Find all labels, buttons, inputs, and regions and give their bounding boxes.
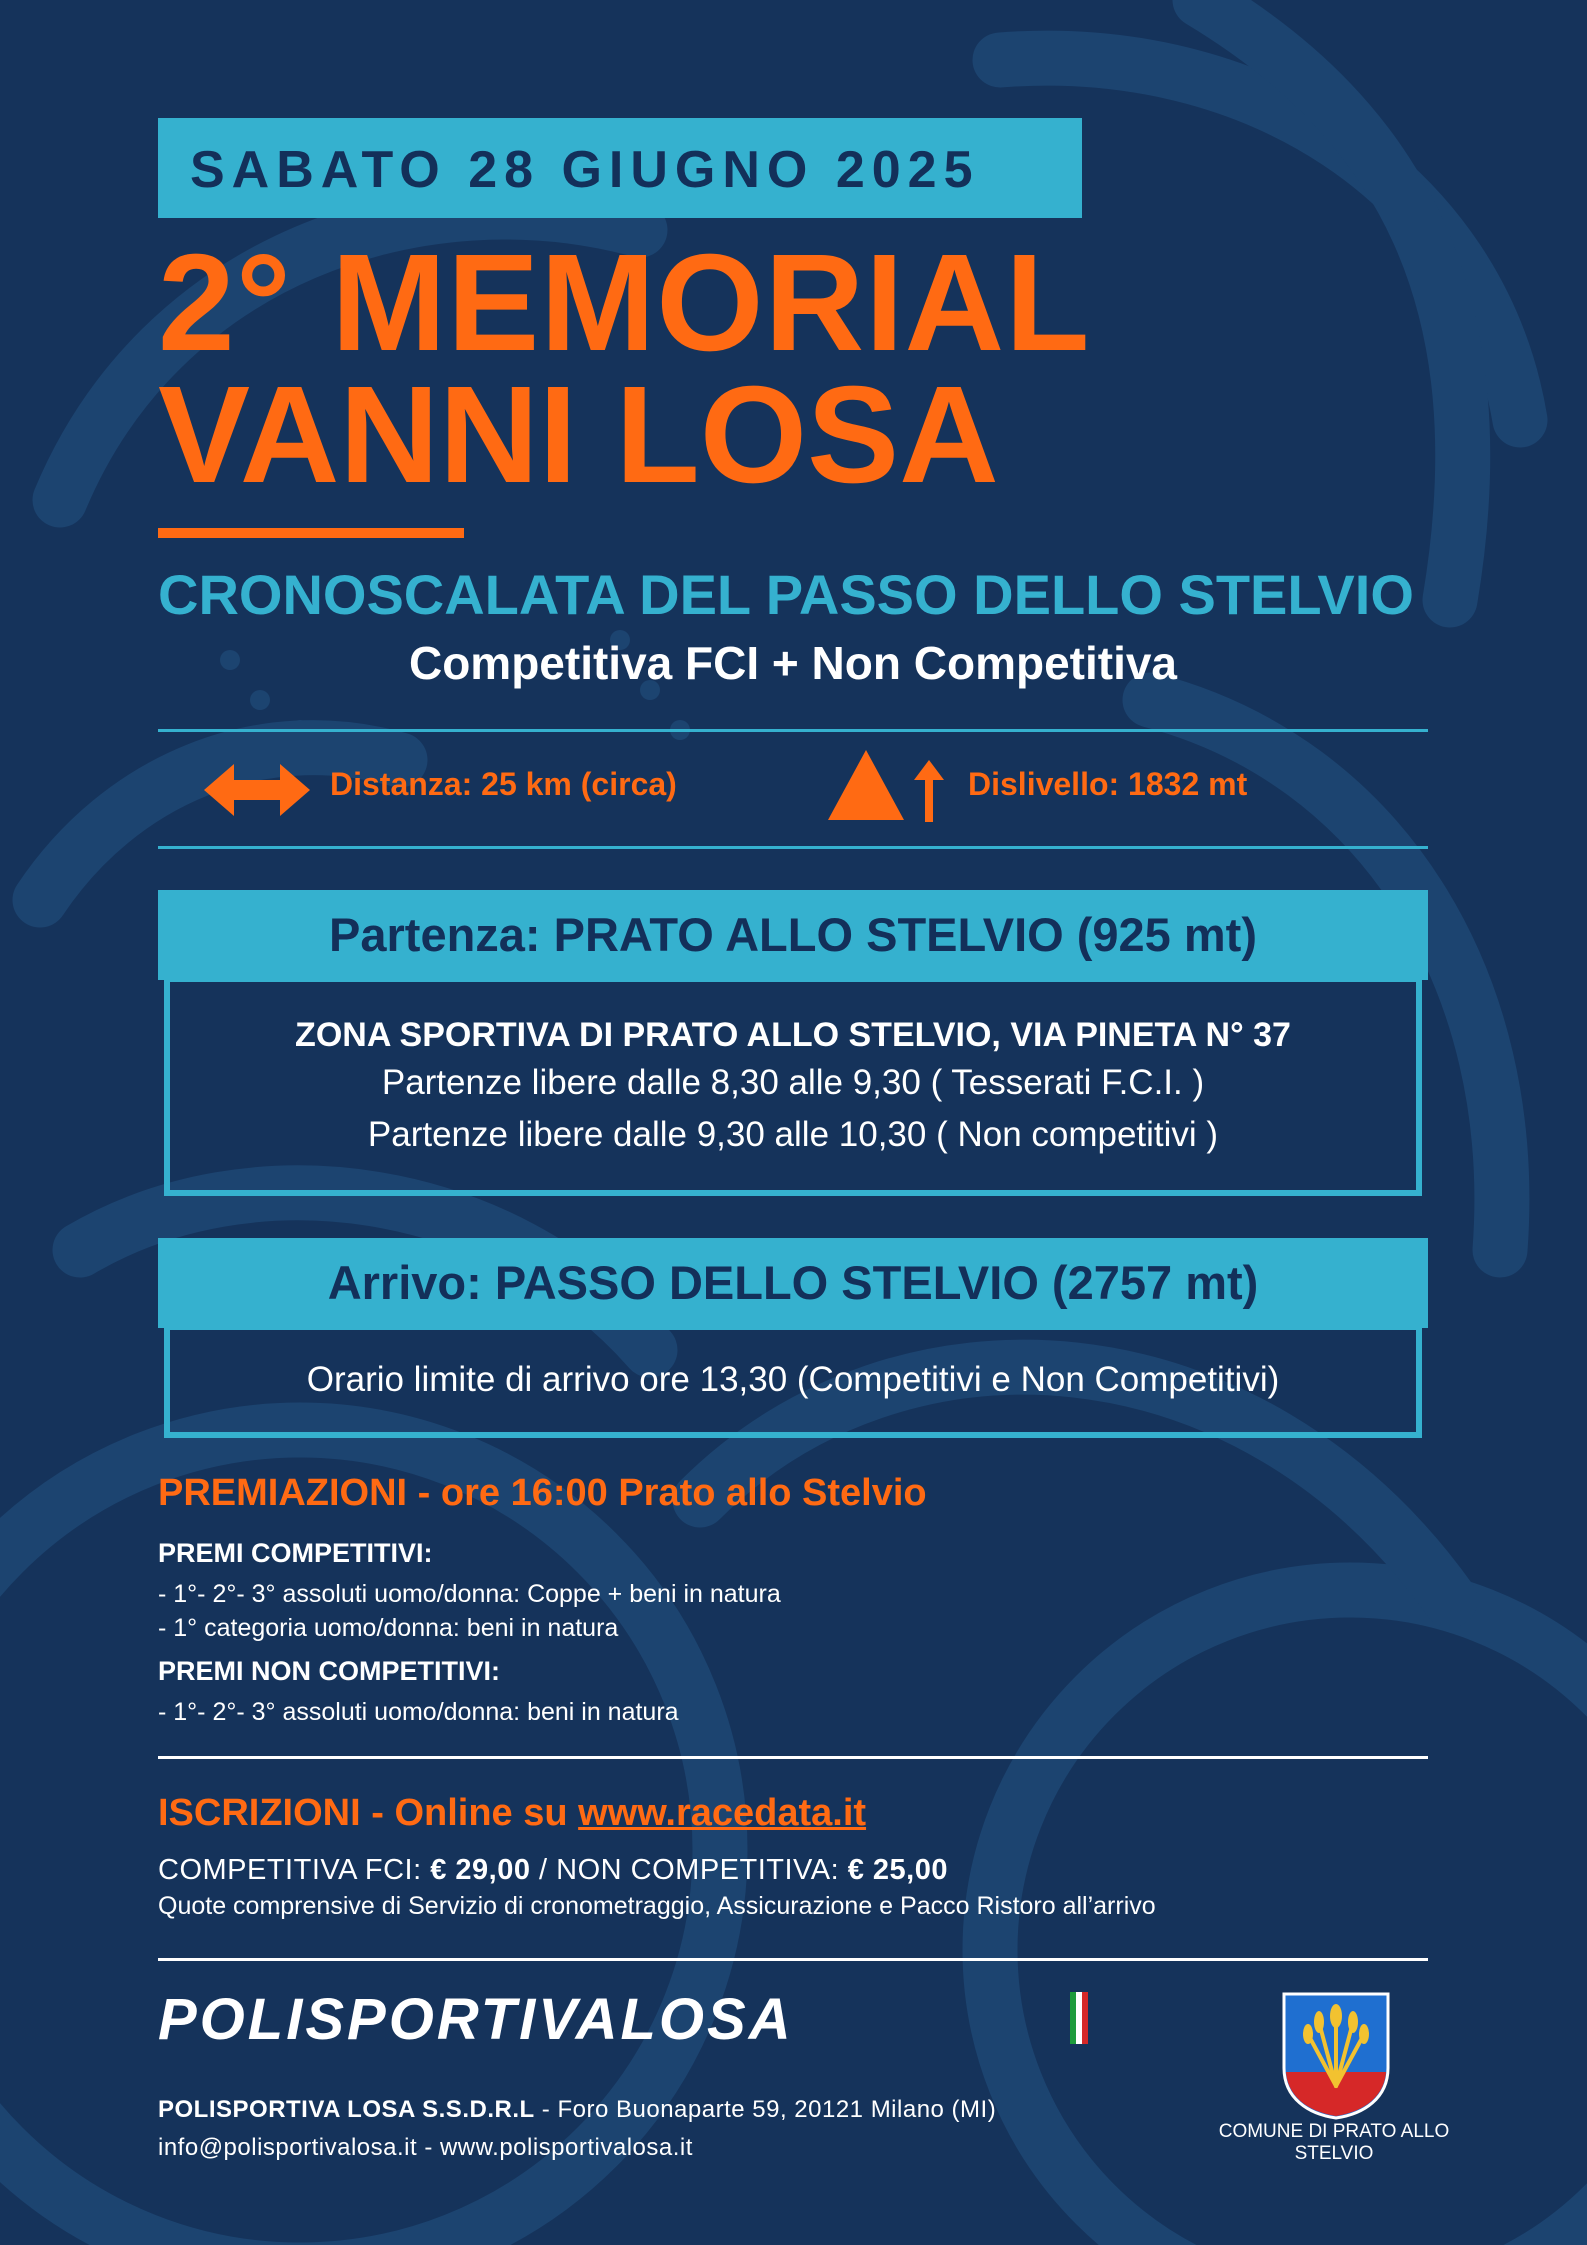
divider bbox=[158, 1756, 1428, 1759]
divider bbox=[158, 1958, 1428, 1961]
price-separator: / NON COMPETITIVA: bbox=[530, 1854, 848, 1886]
awards-competitive-item: - 1° categoria uomo/donna: beni in natura bbox=[158, 1614, 619, 1642]
distance-value: Distanza: 25 km (circa) bbox=[330, 766, 677, 802]
italian-flag-icon bbox=[1070, 1992, 1088, 2044]
divider bbox=[158, 729, 1428, 732]
event-title-line2: VANNI LOSA bbox=[158, 358, 999, 512]
price-noncompetitive: € 25,00 bbox=[847, 1854, 948, 1886]
price-competitive: € 29,00 bbox=[430, 1854, 531, 1886]
organizer-address bbox=[158, 2096, 996, 2124]
organizer-contacts[interactable]: info@polisportivalosa.it - www.polisportivalosa.it bbox=[158, 2134, 693, 2161]
registration-note: Quote comprensive di Servizio di cronometraggio, Assicurazione e Pacco Ristoro all’arrivo bbox=[158, 1892, 1156, 1920]
title-underline bbox=[158, 528, 464, 538]
price-competitive-label: COMPETITIVA FCI: bbox=[158, 1854, 431, 1886]
start-heading: Partenza: PRATO ALLO STELVIO (925 mt) bbox=[158, 890, 1428, 980]
organizer-name: POLISPORTIVA LOSA S.S.D.R.L bbox=[158, 2096, 535, 2123]
municipality-crest-icon bbox=[1280, 1990, 1392, 2120]
start-details bbox=[164, 976, 1422, 1196]
finish-details bbox=[164, 1324, 1422, 1438]
awards-noncompetitive-item: - 1°- 2°- 3° assoluti uomo/donna: beni in natura bbox=[158, 1698, 679, 1726]
start-time-noncompetitive: Partenze libere dalle 9,30 alle 10,30 ( Non competitivi ) bbox=[367, 1115, 1219, 1154]
registration-link[interactable]: www.racedata.it bbox=[578, 1792, 867, 1834]
elevation-value: Dislivello: 1832 mt bbox=[968, 766, 1248, 802]
registration-prices bbox=[158, 1854, 948, 1887]
organizer-address-text: - Foro Buonaparte 59, 20121 Milano (MI) bbox=[534, 2096, 997, 2123]
distance-arrows-icon bbox=[204, 762, 310, 818]
event-subtitle: CRONOSCALATA DEL PASSO DELLO STELVIO bbox=[158, 563, 1414, 626]
awards-competitive-item: - 1°- 2°- 3° assoluti uomo/donna: Coppe + beni in natura bbox=[158, 1580, 781, 1608]
event-category: Competitiva FCI + Non Competitiva bbox=[408, 637, 1178, 689]
finish-heading: Arrivo: PASSO DELLO STELVIO (2757 mt) bbox=[158, 1238, 1428, 1328]
awards-competitive-label: PREMI COMPETITIVI: bbox=[158, 1538, 433, 1568]
awards-noncompetitive-label: PREMI NON COMPETITIVI: bbox=[158, 1656, 501, 1686]
elevation-triangle-icon bbox=[828, 750, 914, 820]
event-title-line1: 2° MEMORIAL bbox=[158, 226, 1091, 380]
registration-heading bbox=[158, 1792, 866, 1835]
polisportiva-losa-logo: POLISPORTIVALOSA bbox=[158, 1987, 794, 2052]
event-date: SABATO 28 GIUGNO 2025 bbox=[190, 141, 980, 199]
start-time-competitive: Partenze libere dalle 8,30 alle 9,30 ( Tesserati F.C.I. ) bbox=[381, 1063, 1205, 1102]
start-location: ZONA SPORTIVA DI PRATO ALLO STELVIO, VIA PINETA N° 37 bbox=[295, 1016, 1291, 1054]
registration-heading-text: ISCRIZIONI - Online su bbox=[158, 1792, 579, 1834]
crest-caption: COMUNE DI PRATO ALLO STELVIO bbox=[1218, 2121, 1450, 2164]
awards-heading: PREMIAZIONI - ore 16:00 Prato allo Stelvio bbox=[158, 1472, 927, 1514]
divider bbox=[158, 846, 1428, 849]
finish-time-limit: Orario limite di arrivo ore 13,30 (Competitivi e Non Competitivi) bbox=[306, 1360, 1280, 1399]
date-banner bbox=[158, 118, 1082, 218]
race-stats bbox=[158, 736, 1428, 846]
arrow-up-icon bbox=[914, 760, 944, 822]
